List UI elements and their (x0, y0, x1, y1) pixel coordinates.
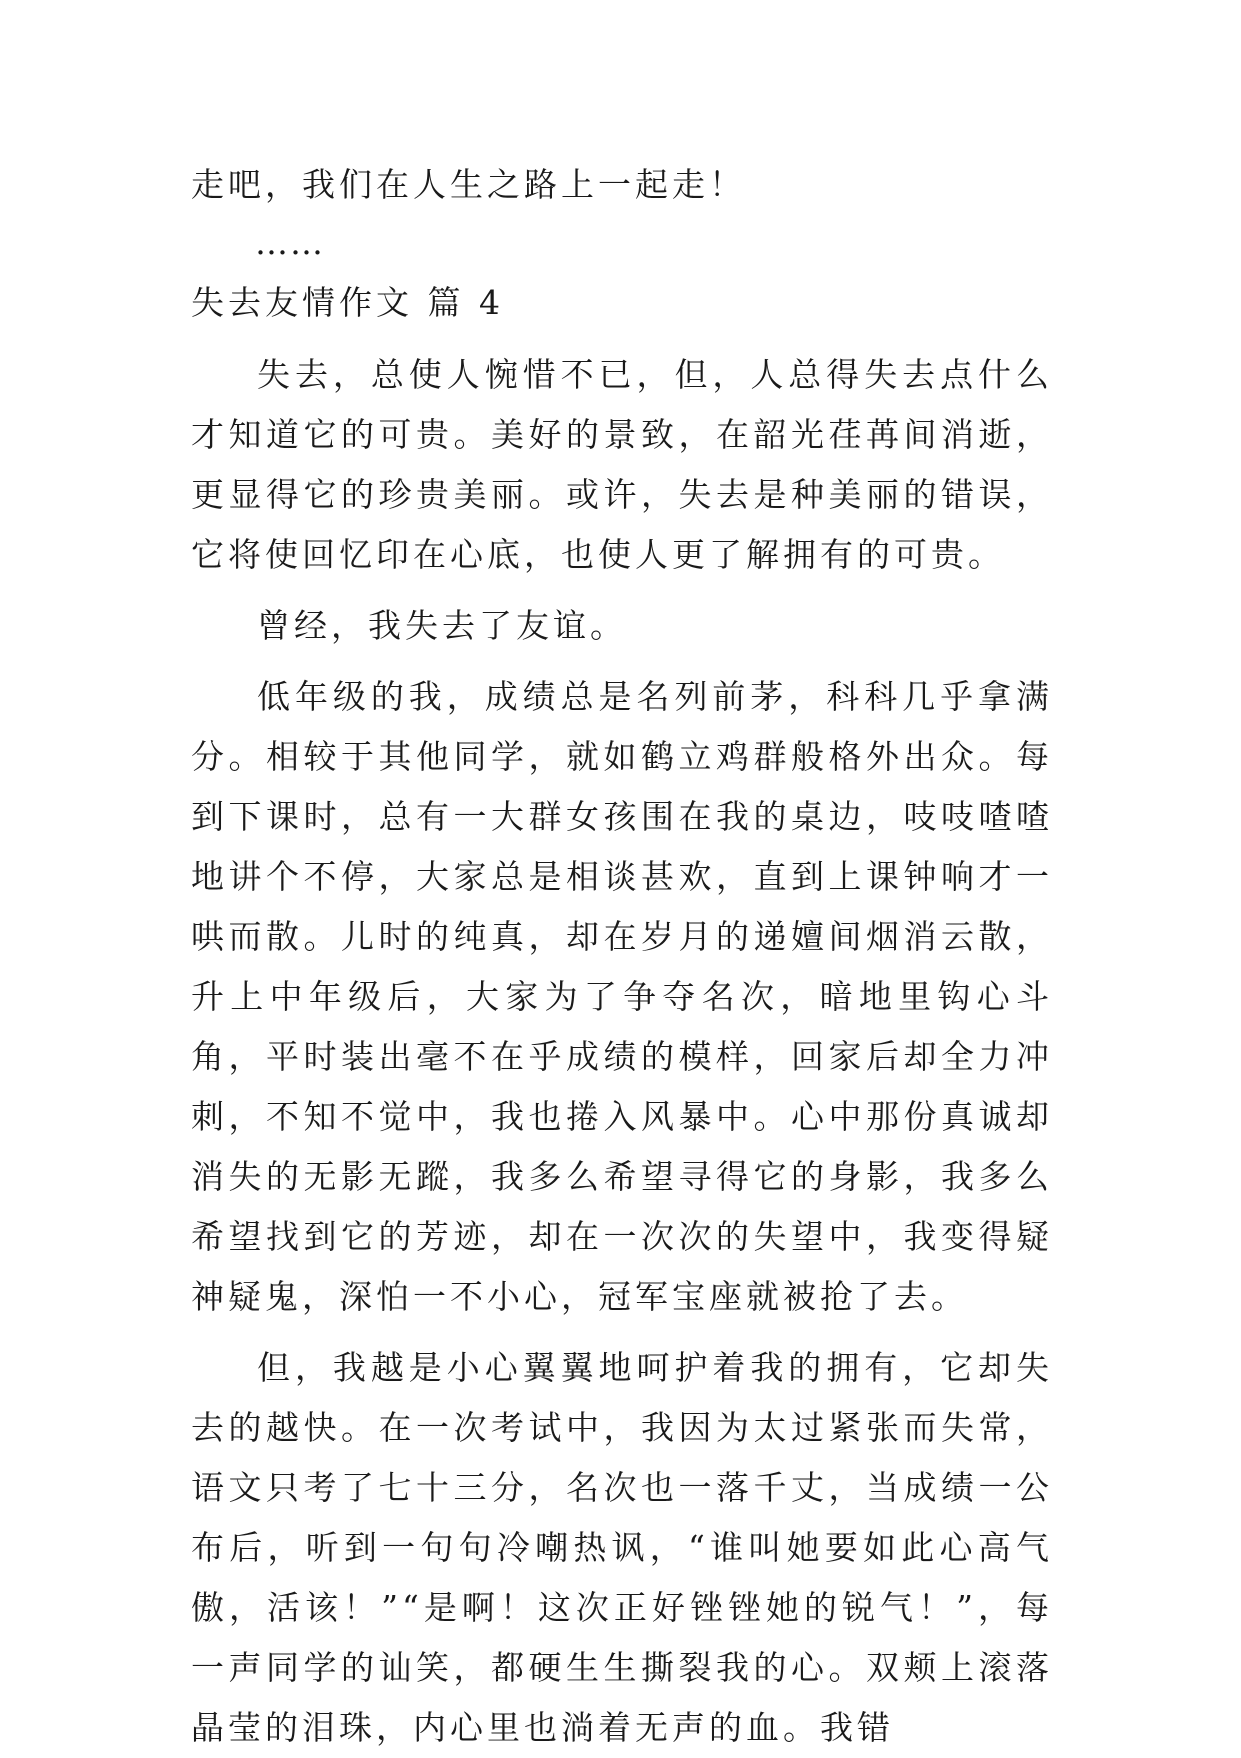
ellipsis-line: …… (255, 223, 325, 262)
paragraph-1: 失去，总使人惋惜不已，但，人总得失去点什么才知道它的可贵。美好的景致，在韶光荏苒间消逝，更显得它的珍贵美丽。或许，失去是种美丽的错误，它将使回忆印在心底，也使人更了解拥有的可贵。 (191, 355, 1053, 574)
document-body (191, 155, 1053, 1758)
section-title: 失去友情作文 篇 4 (191, 283, 504, 322)
paragraph-3: 低年级的我，成绩总是名列前茅，科科几乎拿满分。相较于其他同学，就如鹤立鸡群般格外出众。每到下课时，总有一大群女孩围在我的桌边，吱吱喳喳地讲个不停，大家总是相谈甚欢，直到上课钟响才一哄而散。儿时的纯真，却在岁月的递嬗间烟消云散，升上中年级后，大家为了争夺名次，暗地里钩心斗角，平时装出毫不在乎成绩的模样，回家后却全力冲刺，不知不觉中，我也捲入风暴中。心中那份真诚却消失的无影无蹤，我多么希望寻得它的身影，我多么希望找到它的芳迹，却在一次次的失望中，我变得疑神疑鬼，深怕一不小心，冠军宝座就被抢了去。 (191, 677, 1053, 1316)
paragraph-2: 曾经，我失去了友谊。 (257, 606, 627, 645)
continuation-line: 走吧，我们在人生之路上一起走！ (191, 165, 746, 204)
paragraph-4: 但，我越是小心翼翼地呵护着我的拥有，它却失去的越快。在一次考试中，我因为太过紧张而失常，语文只考了七十三分，名次也一落千丈，当成绩一公布后，听到一句句冷嘲热讽，“谁叫她要如此心高气傲，活该！”“是啊！这次正好锉锉她的锐气！”，每一声同学的讪笑，都硬生生撕裂我的心。双颊上滚落晶莹的泪珠，内心里也淌着无声的血。我错 (191, 1348, 1053, 1747)
